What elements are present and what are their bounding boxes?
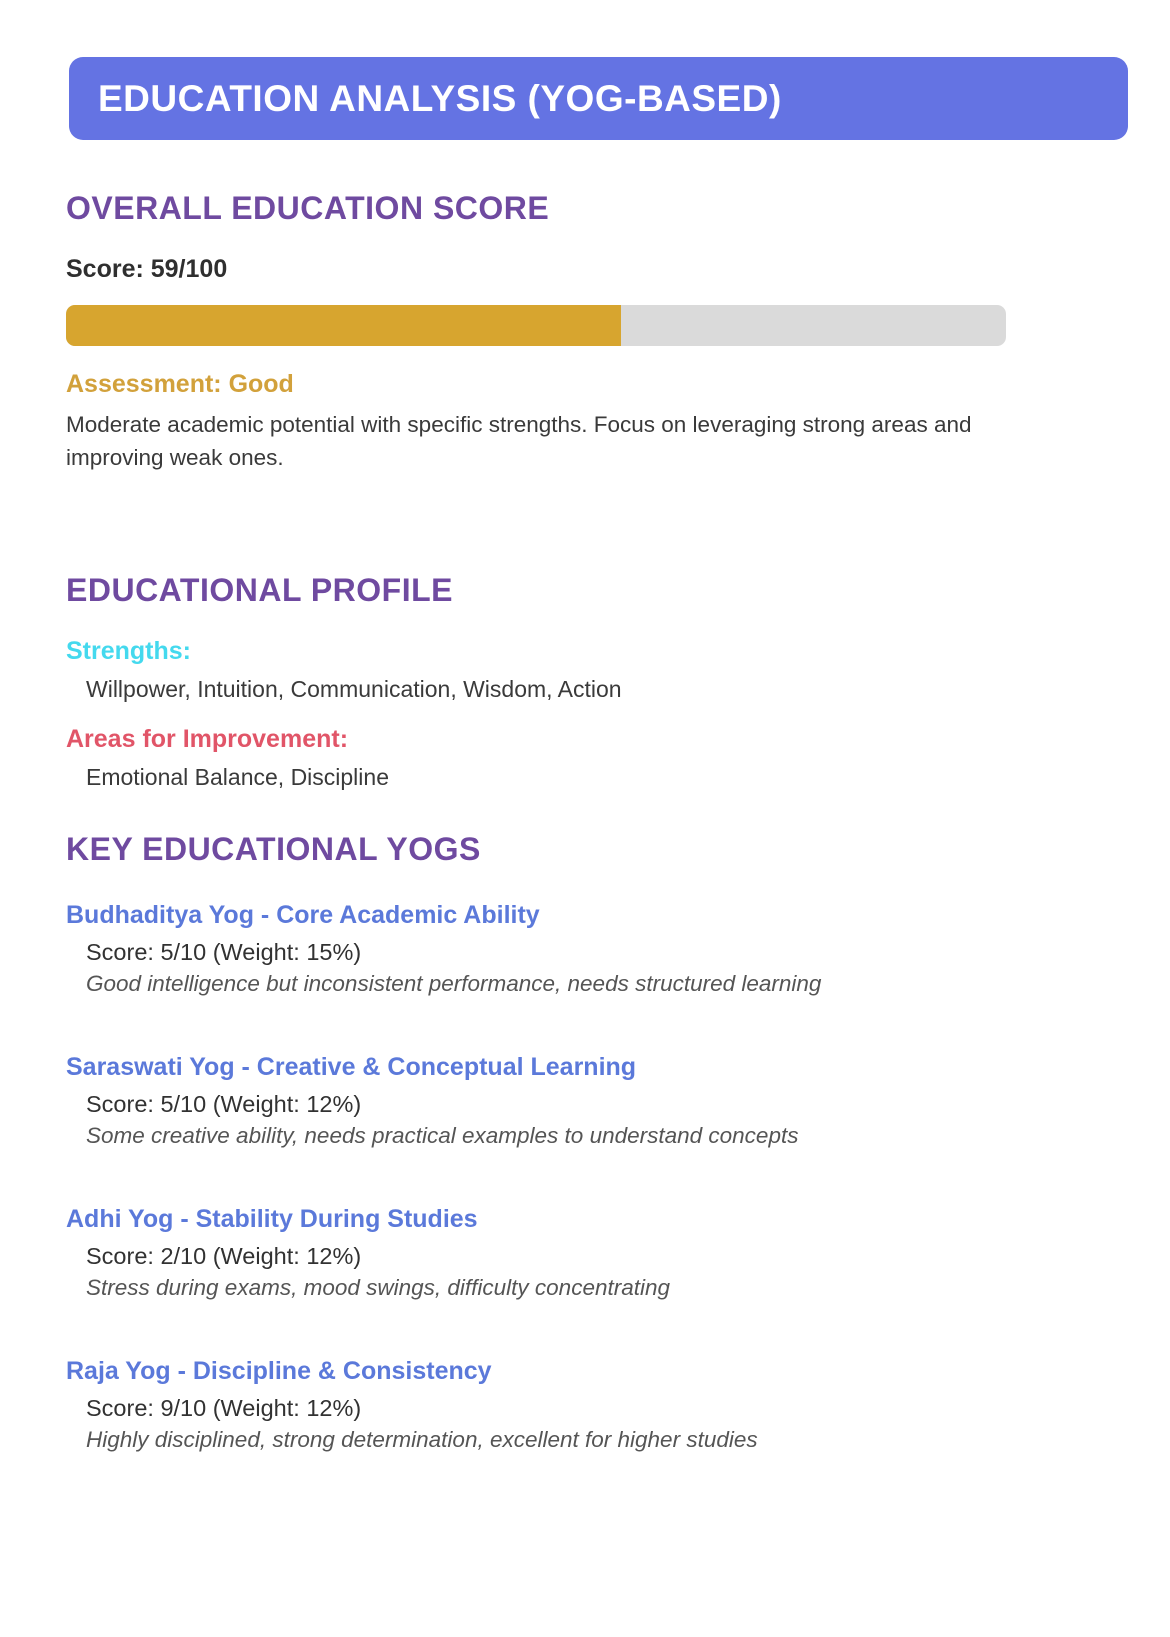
yog-score-line: Score: 2/10 (Weight: 12%) (86, 1243, 362, 1270)
yog-item-budhaditya (66, 901, 1128, 997)
overall-score-section (66, 190, 1128, 474)
educational-profile-section (66, 572, 1128, 791)
yog-item-saraswati (66, 1053, 1128, 1149)
yog-item-adhi (66, 1205, 1128, 1301)
overall-score-heading: OVERALL EDUCATION SCORE (66, 190, 550, 226)
yog-score-line: Score: 5/10 (Weight: 15%) (86, 939, 362, 966)
key-yogs-section (66, 831, 1128, 1453)
yog-score-line: Score: 5/10 (Weight: 12%) (86, 1091, 362, 1118)
yog-title: Raja Yog - Discipline & Consistency (66, 1357, 492, 1386)
key-yogs-heading: KEY EDUCATIONAL YOGS (66, 831, 481, 868)
improvement-label: Areas for Improvement: (66, 725, 349, 754)
score-progress-bar (66, 305, 1006, 346)
assessment-label: Assessment: Good (66, 370, 294, 398)
yog-title: Saraswati Yog - Creative & Conceptual Learning (66, 1053, 637, 1082)
yog-description: Some creative ability, needs practical examples to understand concepts (86, 1123, 799, 1149)
yog-score-line: Score: 9/10 (Weight: 12%) (86, 1395, 362, 1422)
yog-title: Budhaditya Yog - Core Academic Ability (66, 901, 540, 930)
report-content (66, 190, 1128, 1453)
improvement-list: Emotional Balance, Discipline (86, 764, 389, 791)
strengths-label: Strengths: (66, 637, 191, 666)
yog-description: Highly disciplined, strong determination, excellent for higher studies (86, 1427, 758, 1453)
yog-title: Adhi Yog - Stability During Studies (66, 1205, 478, 1234)
report-title: EDUCATION ANALYSIS (YOG-BASED) (98, 77, 782, 119)
educational-profile-heading: EDUCATIONAL PROFILE (66, 572, 453, 609)
report-title-banner (69, 57, 1128, 140)
strengths-list: Willpower, Intuition, Communication, Wisdom, Action (86, 676, 622, 703)
yog-description: Stress during exams, mood swings, difficulty concentrating (86, 1275, 671, 1301)
yog-item-raja (66, 1357, 1128, 1453)
yog-description: Good intelligence but inconsistent performance, needs structured learning (86, 971, 822, 997)
overall-score-value: Score: 59/100 (66, 255, 228, 283)
assessment-description: Moderate academic potential with specific strengths. Focus on leveraging strong areas and improving weak ones. (66, 412, 972, 470)
score-progress-fill (66, 305, 621, 346)
